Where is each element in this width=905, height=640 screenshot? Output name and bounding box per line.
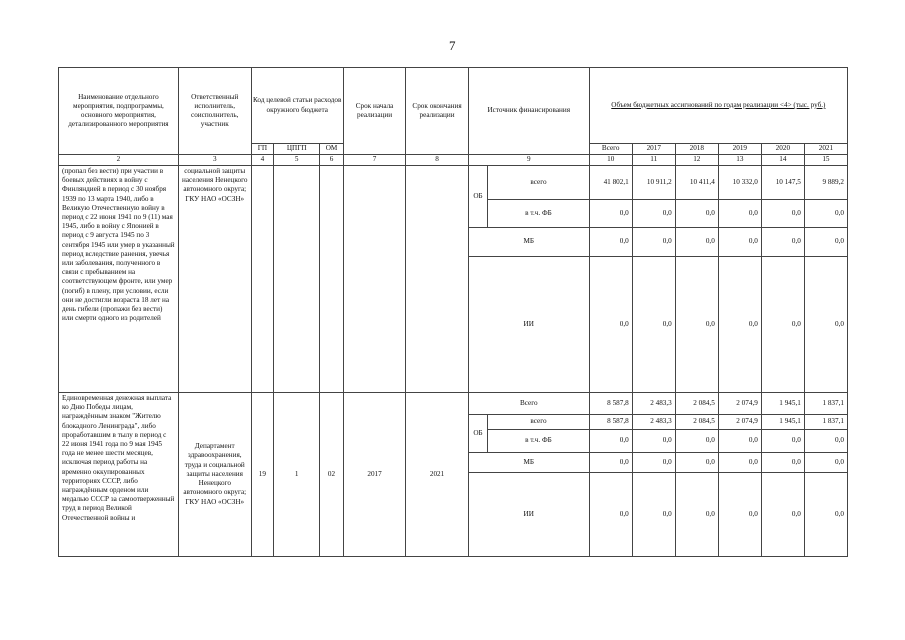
value-cell: 10 332,0	[718, 166, 761, 200]
value-cell: 0,0	[675, 430, 718, 453]
value-cell: 2 084,5	[675, 393, 718, 415]
measure-name: Единовременная денежная выплата ко Дню Победы лицам, награждённым знаком "Жителю блокадного Ленинграда", либо проработавшим в тылу в период с 22 июня 1941 года по 9 мая 1945 года не менее шести месяцев, исключая период работы на временно оккупированных территориях СССР, либо награждённым орденом или медалью СССР за самоотверженный труд в период Великой Отечественной войны и	[59, 393, 179, 557]
value-cell: 0,0	[718, 453, 761, 473]
row-label: всего	[488, 166, 589, 200]
header-2019: 2019	[718, 144, 761, 155]
executor-cell: социальной защиты населения Ненецкого автономного округа; ГКУ НАО «ОСЗН»	[178, 166, 251, 393]
col-num: 3	[178, 155, 251, 166]
value-cell: 10 147,5	[761, 166, 804, 200]
row-label: в т.ч. ФБ	[488, 200, 589, 228]
header-code: Код целевой статьи расходов окружного бюджета	[251, 68, 343, 144]
column-number-row	[59, 155, 848, 166]
value-cell: 0,0	[632, 200, 675, 228]
value-cell: 0,0	[761, 228, 804, 257]
value-cell: 0,0	[718, 228, 761, 257]
value-cell: 0,0	[675, 453, 718, 473]
header-2021: 2021	[804, 144, 847, 155]
value-cell: 0,0	[589, 473, 632, 557]
header-cpgp: ЦПГП	[274, 144, 320, 155]
value-cell: 0,0	[718, 473, 761, 557]
value-cell: 9 889,2	[804, 166, 847, 200]
value-cell: 0,0	[718, 257, 761, 393]
value-cell: 0,0	[632, 228, 675, 257]
source-ob: ОБ	[468, 166, 487, 228]
value-cell: 0,0	[718, 200, 761, 228]
header-start: Срок начала реализации	[343, 68, 406, 155]
value-cell: 0,0	[632, 257, 675, 393]
value-cell: 0,0	[675, 473, 718, 557]
start-year: 2017	[343, 393, 406, 557]
value-cell: 0,0	[589, 430, 632, 453]
row-label: всего	[488, 415, 589, 430]
budget-table	[58, 67, 848, 557]
code-gp: 19	[251, 393, 274, 557]
measure-name: (пропал без вести) при участии в боевых действиях в войну с Финляндией в период с 30 ноября 1939 по 13 марта 1940, либо в Великую Отечественную войну в период с 22 июня 1941 по 9 (11) мая 1945, либо в войну с Японией в период с 9 августа 1945 по 3 сентября 1945 или умер в указанный период вследствие ранения, увечья или заболевания, полученного в связи с пребыванием на соответствующем фронте, или умер (погиб) в плену, при условии, если они не достигли возраста 18 лет на день гибели (пропажи без вести) или смерти одного из родителей	[59, 166, 179, 393]
table-row	[59, 393, 848, 415]
value-cell: 0,0	[589, 200, 632, 228]
value-cell: 0,0	[804, 453, 847, 473]
col-num: 6	[320, 155, 344, 166]
row-label: ИИ	[468, 473, 589, 557]
header-om: ОМ	[320, 144, 344, 155]
value-cell: 1 837,1	[804, 393, 847, 415]
header-gp: ГП	[251, 144, 274, 155]
value-cell: 0,0	[804, 473, 847, 557]
value-cell: 0,0	[675, 228, 718, 257]
value-cell: 1 945,1	[761, 415, 804, 430]
value-cell: 0,0	[804, 200, 847, 228]
col-num: 2	[59, 155, 179, 166]
value-cell: 10 411,4	[675, 166, 718, 200]
table-row	[59, 166, 848, 200]
value-cell: 10 911,2	[632, 166, 675, 200]
value-cell: 0,0	[761, 200, 804, 228]
source-ob: ОБ	[468, 415, 487, 453]
executor-cell: Департамент здравоохранения, труда и социальной защиты населения Ненецкого автономного округа; ГКУ НАО «ОСЗН»	[178, 393, 251, 557]
header-source: Источник финансирования	[468, 68, 589, 155]
value-cell: 0,0	[804, 228, 847, 257]
value-cell: 1 945,1	[761, 393, 804, 415]
value-cell: 0,0	[804, 257, 847, 393]
value-cell: 0,0	[675, 200, 718, 228]
value-cell: 0,0	[589, 453, 632, 473]
code-cpgp: 1	[274, 393, 320, 557]
row-label: Всего	[468, 393, 589, 415]
value-cell: 0,0	[761, 430, 804, 453]
value-cell: 0,0	[675, 257, 718, 393]
row-label: ИИ	[468, 257, 589, 393]
row-label: в т.ч. ФБ	[488, 430, 589, 453]
code-om: 02	[320, 393, 344, 557]
col-num: 10	[589, 155, 632, 166]
row-label: МБ	[468, 453, 589, 473]
end-year: 2021	[406, 393, 469, 557]
value-cell: 0,0	[804, 430, 847, 453]
header-budget: Объем бюджетных ассигнований по годам реализации <4> (тыс. руб.)	[589, 68, 847, 144]
value-cell: 2 074,9	[718, 393, 761, 415]
col-num: 11	[632, 155, 675, 166]
value-cell: 8 587,8	[589, 393, 632, 415]
row-label: МБ	[468, 228, 589, 257]
value-cell: 2 074,9	[718, 415, 761, 430]
value-cell: 0,0	[632, 430, 675, 453]
header-end: Срок окончания реализации	[406, 68, 469, 155]
value-cell: 2 483,3	[632, 415, 675, 430]
value-cell: 0,0	[589, 257, 632, 393]
header-name: Наименование отдельного мероприятия, подпрограммы, основного мероприятия, детализированного мероприятия	[59, 68, 179, 155]
value-cell: 0,0	[632, 453, 675, 473]
col-num: 15	[804, 155, 847, 166]
value-cell: 2 084,5	[675, 415, 718, 430]
value-cell: 0,0	[718, 430, 761, 453]
col-num: 12	[675, 155, 718, 166]
value-cell: 8 587,8	[589, 415, 632, 430]
value-cell: 2 483,3	[632, 393, 675, 415]
col-num: 4	[251, 155, 274, 166]
header-total: Всего	[589, 144, 632, 155]
col-num: 5	[274, 155, 320, 166]
value-cell: 0,0	[632, 473, 675, 557]
header-2020: 2020	[761, 144, 804, 155]
col-num: 13	[718, 155, 761, 166]
value-cell: 0,0	[761, 257, 804, 393]
header-2017: 2017	[632, 144, 675, 155]
value-cell: 41 802,1	[589, 166, 632, 200]
value-cell: 0,0	[589, 228, 632, 257]
value-cell: 0,0	[761, 473, 804, 557]
value-cell: 0,0	[761, 453, 804, 473]
col-num: 8	[406, 155, 469, 166]
col-num: 14	[761, 155, 804, 166]
page-number: 7	[449, 38, 456, 53]
header-2018: 2018	[675, 144, 718, 155]
header-executor: Ответственный исполнитель, соисполнитель, участник	[178, 68, 251, 155]
col-num: 7	[343, 155, 406, 166]
col-num: 9	[468, 155, 589, 166]
value-cell: 1 837,1	[804, 415, 847, 430]
